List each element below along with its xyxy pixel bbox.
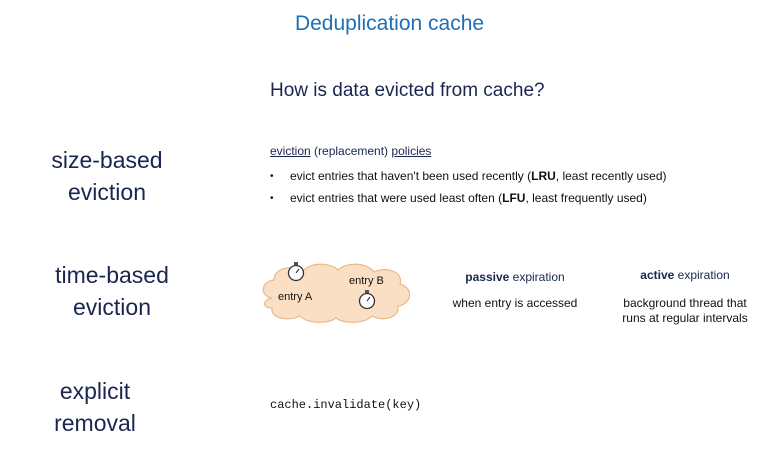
- bullet-icon: •: [270, 192, 274, 204]
- passive-expiration-desc: when entry is accessed: [452, 296, 578, 310]
- policies-link: policies: [391, 144, 432, 158]
- list-item: [270, 165, 667, 187]
- label-explicit-line1: explicit: [59, 378, 131, 404]
- label-size-based-line2: eviction: [68, 179, 146, 205]
- label-size-based: [32, 144, 182, 208]
- bullet-icon: •: [270, 170, 274, 182]
- passive-expiration-title: passive expiration: [465, 270, 565, 284]
- active-expiration-desc: background thread that runs at regular intervals: [622, 296, 748, 325]
- cache-cloud: [258, 258, 416, 326]
- label-size-based-line1: size-based: [51, 147, 163, 173]
- bullet-text: evict entries that were used least often (LFU, least frequently used): [290, 191, 647, 205]
- label-explicit: [20, 375, 170, 439]
- eviction-link: eviction: [270, 144, 311, 158]
- question-heading: How is data evicted from cache?: [270, 80, 545, 101]
- entry-a-label: entry A: [278, 291, 313, 303]
- bullet-text: evict entries that haven't been used recently (LRU, least recently used): [290, 169, 667, 183]
- label-time-based: [37, 259, 187, 323]
- list-item: [270, 187, 667, 209]
- label-time-based-line1: time-based: [55, 262, 169, 288]
- invalidate-code: cache.invalidate(key): [270, 398, 422, 412]
- replacement-text: (replacement): [310, 144, 392, 158]
- policies-heading: [270, 144, 431, 158]
- entry-b-label: entry B: [349, 275, 384, 287]
- stopwatch-icon: [289, 262, 304, 281]
- policy-list: [270, 165, 667, 209]
- page-title: Deduplication cache: [294, 12, 485, 35]
- active-expiration-title: active expiration: [640, 268, 730, 282]
- label-explicit-line2: removal: [54, 410, 136, 436]
- label-time-based-line2: eviction: [73, 294, 151, 320]
